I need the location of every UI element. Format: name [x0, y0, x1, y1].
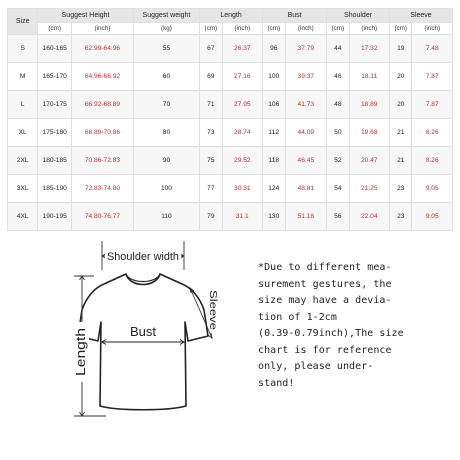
cell-len-in: 27.16 [222, 63, 262, 91]
note-line: stand! [258, 377, 295, 389]
cell-sh-in: 21.25 [349, 175, 389, 203]
cell-sh-in: 20.47 [349, 147, 389, 175]
header-length: Length [200, 9, 263, 23]
cell-sl-cm: 20 [390, 63, 412, 91]
cell-h-cm: 170-175 [38, 91, 72, 119]
cell-bust-in: 46.45 [285, 147, 327, 175]
measurement-note [258, 260, 454, 392]
cell-sh-cm: 46 [327, 63, 349, 91]
unit-cm: (cm) [327, 23, 349, 35]
cell-sh-cm: 50 [327, 119, 349, 147]
table-row [8, 35, 453, 63]
cell-bust-cm: 112 [263, 119, 285, 147]
cell-size: M [8, 63, 38, 91]
cell-h-cm: 190-195 [38, 203, 72, 231]
cell-bust-cm: 96 [263, 35, 285, 63]
cell-bust-cm: 130 [263, 203, 285, 231]
cell-sl-cm: 21 [390, 147, 412, 175]
cell-h-in: 72.83-74.80 [72, 175, 134, 203]
cell-sh-cm: 54 [327, 175, 349, 203]
unit-inch: (inch) [222, 23, 262, 35]
unit-cm: (cm) [390, 23, 412, 35]
cell-kg: 90 [133, 147, 199, 175]
header-suggest-height: Suggest Height [38, 9, 134, 23]
cell-bust-cm: 124 [263, 175, 285, 203]
unit-inch: (inch) [285, 23, 327, 35]
cell-sh-in: 19.68 [349, 119, 389, 147]
cell-sh-in: 18.89 [349, 91, 389, 119]
cell-h-in: 66.92-68.89 [72, 91, 134, 119]
note-line: surement gestures, the [258, 278, 392, 290]
cell-len-in: 26.37 [222, 35, 262, 63]
cell-kg: 70 [133, 91, 199, 119]
cell-size: 4XL [8, 203, 38, 231]
cell-h-cm: 180-185 [38, 147, 72, 175]
cell-sh-cm: 52 [327, 147, 349, 175]
cell-size: XL [8, 119, 38, 147]
unit-inch: (inch) [349, 23, 389, 35]
table-row [8, 203, 453, 231]
unit-inch: (inch) [412, 23, 453, 35]
cell-len-cm: 79 [200, 203, 222, 231]
cell-sl-in: 9.05 [412, 175, 453, 203]
cell-len-cm: 71 [200, 91, 222, 119]
cell-kg: 100 [133, 175, 199, 203]
cell-sh-in: 22.04 [349, 203, 389, 231]
cell-len-in: 29.52 [222, 147, 262, 175]
note-line: tion of 1-2cm [258, 311, 337, 323]
note-line: (0.39-0.79inch),The size [258, 328, 404, 339]
cell-h-in: 70.86-72.83 [72, 147, 134, 175]
header-sleeve: Sleeve [390, 9, 453, 23]
cell-bust-in: 51.18 [285, 203, 327, 231]
cell-sh-in: 17.32 [349, 35, 389, 63]
header-size: Size [8, 9, 38, 35]
cell-sh-cm: 56 [327, 203, 349, 231]
cell-h-in: 68.89-70.86 [72, 119, 134, 147]
cell-len-cm: 75 [200, 147, 222, 175]
cell-kg: 55 [133, 35, 199, 63]
cell-kg: 80 [133, 119, 199, 147]
table-row [8, 119, 453, 147]
cell-sl-in: 7.87 [412, 63, 453, 91]
cell-sl-in: 8.26 [412, 119, 453, 147]
cell-sl-in: 8.26 [412, 147, 453, 175]
cell-sl-in: 9.05 [412, 203, 453, 231]
note-line: chart is for reference [258, 344, 392, 356]
header-shoulder: Shoulder [327, 9, 390, 23]
shoulder-width-label: Shoulder width [107, 251, 179, 263]
cell-bust-cm: 106 [263, 91, 285, 119]
cell-len-cm: 77 [200, 175, 222, 203]
cell-kg: 110 [133, 203, 199, 231]
unit-kg: (kg) [133, 23, 199, 35]
table-header-row [8, 9, 453, 23]
cell-h-in: 74.80-76.77 [72, 203, 134, 231]
cell-h-cm: 175-180 [38, 119, 72, 147]
unit-cm: (cm) [263, 23, 285, 35]
cell-kg: 60 [133, 63, 199, 91]
unit-cm: (cm) [200, 23, 222, 35]
cell-len-in: 31.1 [222, 203, 262, 231]
note-line: *Due to different mea- [258, 262, 392, 273]
cell-len-cm: 69 [200, 63, 222, 91]
header-suggest-weight: Suggest weight [133, 9, 199, 23]
cell-len-in: 30.31 [222, 175, 262, 203]
tshirt-measurement-diagram [58, 238, 238, 446]
cell-sh-in: 18.11 [349, 63, 389, 91]
note-line: size may have a devia- [258, 295, 392, 306]
table-row [8, 175, 453, 203]
cell-sl-in: 7.87 [412, 91, 453, 119]
cell-sl-cm: 23 [390, 203, 412, 231]
cell-h-in: 64.96-66.92 [72, 63, 134, 91]
sleeve-label: Sleeve [207, 290, 218, 321]
cell-h-cm: 165-170 [38, 63, 72, 91]
cell-bust-in: 48.81 [285, 175, 327, 203]
table-row [8, 147, 453, 175]
bust-label: Bust [129, 324, 157, 339]
cell-sl-cm: 20 [390, 91, 412, 119]
cell-size: 2XL [8, 147, 38, 175]
header-bust: Bust [263, 9, 327, 23]
cell-h-cm: 160-165 [38, 35, 72, 63]
table-row [8, 63, 453, 91]
cell-sl-in: 7.48 [412, 35, 453, 63]
cell-bust-in: 37.79 [285, 35, 327, 63]
cell-len-cm: 67 [200, 35, 222, 63]
cell-sl-cm: 21 [390, 119, 412, 147]
cell-size: S [8, 35, 38, 63]
table-units-row [8, 23, 453, 35]
cell-bust-cm: 118 [263, 147, 285, 175]
cell-bust-cm: 100 [263, 63, 285, 91]
cell-bust-in: 44.09 [285, 119, 327, 147]
cell-sh-cm: 48 [327, 91, 349, 119]
cell-sh-cm: 44 [327, 35, 349, 63]
note-line: only, please under- [258, 361, 374, 372]
cell-size: L [8, 91, 38, 119]
cell-bust-in: 41.73 [285, 91, 327, 119]
cell-bust-in: 39.37 [285, 63, 327, 91]
cell-len-in: 28.74 [222, 119, 262, 147]
cell-sl-cm: 23 [390, 175, 412, 203]
cell-h-in: 62.99-64.96 [72, 35, 134, 63]
cell-len-cm: 73 [200, 119, 222, 147]
cell-sl-cm: 19 [390, 35, 412, 63]
cell-h-cm: 185-190 [38, 175, 72, 203]
size-chart-table [7, 8, 453, 231]
table-row [8, 91, 453, 119]
unit-inch: (inch) [72, 23, 134, 35]
unit-cm: (cm) [38, 23, 72, 35]
length-label: Length [73, 336, 88, 376]
cell-len-in: 27.95 [222, 91, 262, 119]
cell-size: 3XL [8, 175, 38, 203]
